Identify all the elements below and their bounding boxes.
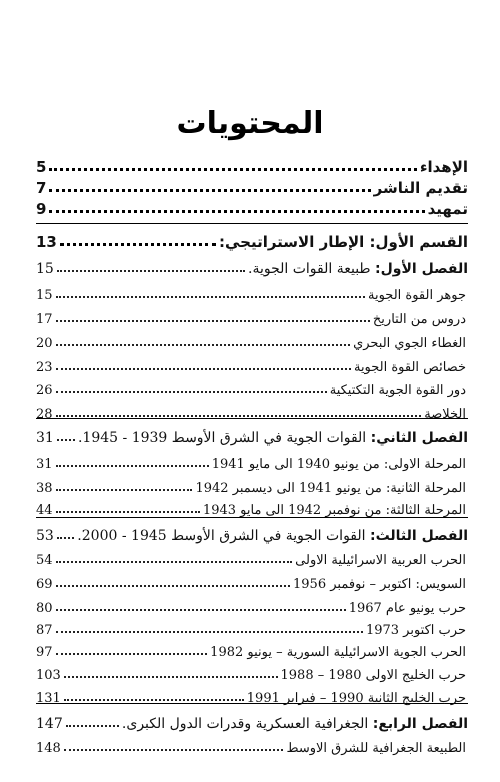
page-number: 147 — [36, 716, 63, 732]
toc-subentry — [36, 640, 468, 660]
toc-subentry — [36, 548, 468, 568]
toc-subentry — [36, 307, 468, 327]
page-number: 7 — [36, 179, 47, 197]
dot-leader — [57, 537, 74, 539]
toc-entry-title: الخلاصة — [424, 407, 466, 422]
toc-subentry — [36, 476, 468, 496]
toc-subentry — [36, 736, 468, 756]
toc-subentry — [36, 452, 468, 472]
page-number: 80 — [36, 601, 53, 616]
toc-subentry — [36, 596, 468, 616]
toc-entry-title: السويس: اكتوبر – نوفمبر 1956 — [293, 577, 466, 592]
dot-leader — [56, 415, 422, 417]
dot-leader — [56, 653, 208, 655]
dot-leader — [64, 676, 278, 678]
toc-entry-title: تقديم الناشر — [373, 179, 468, 197]
dot-leader — [49, 189, 370, 192]
toc-subentry — [36, 686, 468, 706]
page-number: 97 — [36, 645, 53, 660]
chapter-title: القوات الجوية في الشرق الأوسط 1939 - 1945. — [77, 430, 371, 446]
toc-subentry — [36, 331, 468, 351]
toc-entry-title — [78, 430, 468, 446]
toc-entry-title — [77, 528, 468, 544]
dot-leader — [56, 511, 200, 513]
page-number: 38 — [36, 481, 53, 496]
page-number: 31 — [36, 457, 53, 472]
dot-leader — [56, 465, 209, 467]
dot-leader — [56, 368, 351, 370]
dot-leader — [56, 344, 351, 346]
page-number: 103 — [36, 668, 61, 683]
page-number: 15 — [36, 261, 54, 277]
toc-entry-title: الطبيعة الجغرافية للشرق الاوسط — [286, 741, 466, 756]
toc-entry-front — [36, 177, 468, 197]
toc-entry-title — [248, 261, 468, 277]
dot-leader — [56, 489, 193, 491]
toc-entry-title: المرحلة الثانية: من يونيو 1941 الى ديسمبر 1942 — [195, 481, 466, 496]
toc-subentry — [36, 283, 468, 303]
page-number: 31 — [36, 430, 54, 446]
toc-entry-title: الغطاء الجوي البحري — [353, 336, 466, 351]
toc-entry-chapter — [36, 426, 468, 446]
chapter-heading: الفصل الرابع: — [372, 716, 468, 732]
toc-entry-title: المرحلة الاولى: من يونيو 1940 الى مايو 1941 — [211, 457, 466, 472]
toc-subentry — [36, 663, 468, 683]
page-title: المحتويات — [176, 106, 324, 141]
dot-leader — [57, 439, 75, 441]
toc-entry-title: المرحلة الثالثة: من نوفمبر 1942 الى مايو 1943 — [202, 503, 466, 518]
dot-leader — [56, 585, 290, 587]
toc-subentry — [36, 618, 468, 638]
chapter-title: طبيعة القوات الجوية. — [248, 261, 376, 277]
chapter-title: الجغرافية العسكرية وقدرات الدول الكبرى. — [121, 716, 373, 732]
page-number: 131 — [36, 691, 61, 706]
page-number: 44 — [36, 503, 53, 518]
toc-entry-front — [36, 198, 468, 218]
toc-entry-title: حرب يونيو عام 1967 — [348, 601, 466, 616]
chapter-heading: الفصل الأول: — [375, 261, 468, 277]
toc-entry-title — [122, 716, 468, 732]
dot-leader — [49, 210, 424, 213]
toc-subentry — [36, 402, 468, 422]
toc-entry-title: حرب الخليج الاولى 1980 – 1988 — [280, 668, 466, 683]
toc-entry-title: خصائص القوة الجوية — [353, 360, 466, 375]
page-number: 26 — [36, 383, 53, 398]
toc-subentry — [36, 572, 468, 592]
dot-leader — [64, 699, 244, 701]
dot-leader — [56, 296, 365, 298]
toc-subentry — [36, 355, 468, 375]
page-number: 23 — [36, 360, 53, 375]
page-number: 13 — [36, 233, 57, 251]
dot-leader — [56, 609, 346, 611]
chapter-heading: الفصل الثالث: — [370, 528, 468, 544]
page-number: 54 — [36, 553, 53, 568]
toc-entry-title: دروس من التاريخ — [372, 312, 466, 327]
toc-entry-title: الإهداء — [419, 158, 468, 176]
toc-entry-title: حرب اكتوبر 1973 — [365, 623, 466, 638]
dot-leader — [49, 168, 416, 171]
page-number: 69 — [36, 577, 53, 592]
page-number: 9 — [36, 200, 47, 218]
chapter-heading: الفصل الثاني: — [370, 430, 468, 446]
toc-entry-chapter — [36, 257, 468, 277]
toc-subentry — [36, 498, 468, 518]
toc-entry-chapter — [36, 524, 468, 544]
dot-leader — [56, 631, 363, 633]
toc-entry-chapter — [36, 712, 468, 732]
toc-entry-title: الحرب العربية الاسرائيلية الاولى — [295, 553, 466, 568]
chapter-title: القوات الجوية في الشرق الأوسط 1945 - 2000. — [77, 528, 370, 544]
page-number: 87 — [36, 623, 53, 638]
page-number: 5 — [36, 158, 47, 176]
toc-entry-title: تمهيد — [427, 200, 468, 218]
toc-entry-title: جوهر القوة الجوية — [368, 288, 466, 303]
dot-leader — [56, 391, 327, 393]
dot-leader — [56, 320, 370, 322]
toc-entry-title: حرب الخليج الثانية 1990 – فبراير 1991 — [246, 691, 466, 706]
toc-entry-title: دور القوة الجوية التكتيكية — [329, 383, 466, 398]
dot-leader — [66, 725, 119, 727]
page-number: 28 — [36, 407, 53, 422]
dot-leader — [60, 243, 216, 246]
toc-entry-title: الحرب الجوية الاسرائيلية السورية – يونيو 1982 — [210, 645, 466, 660]
dot-leader — [57, 270, 245, 272]
page-number: 17 — [36, 312, 53, 327]
section-divider — [36, 223, 468, 224]
toc-subentry — [36, 378, 468, 398]
page-number: 148 — [36, 741, 61, 756]
toc-entry-front — [36, 156, 468, 176]
page-number: 53 — [36, 528, 54, 544]
toc-entry-title: القسم الأول: الإطار الاستراتيجي: — [218, 233, 468, 251]
toc-entry-section — [36, 231, 468, 251]
dot-leader — [56, 561, 293, 563]
dot-leader — [64, 749, 284, 751]
page-number: 15 — [36, 288, 53, 303]
page-number: 20 — [36, 336, 53, 351]
